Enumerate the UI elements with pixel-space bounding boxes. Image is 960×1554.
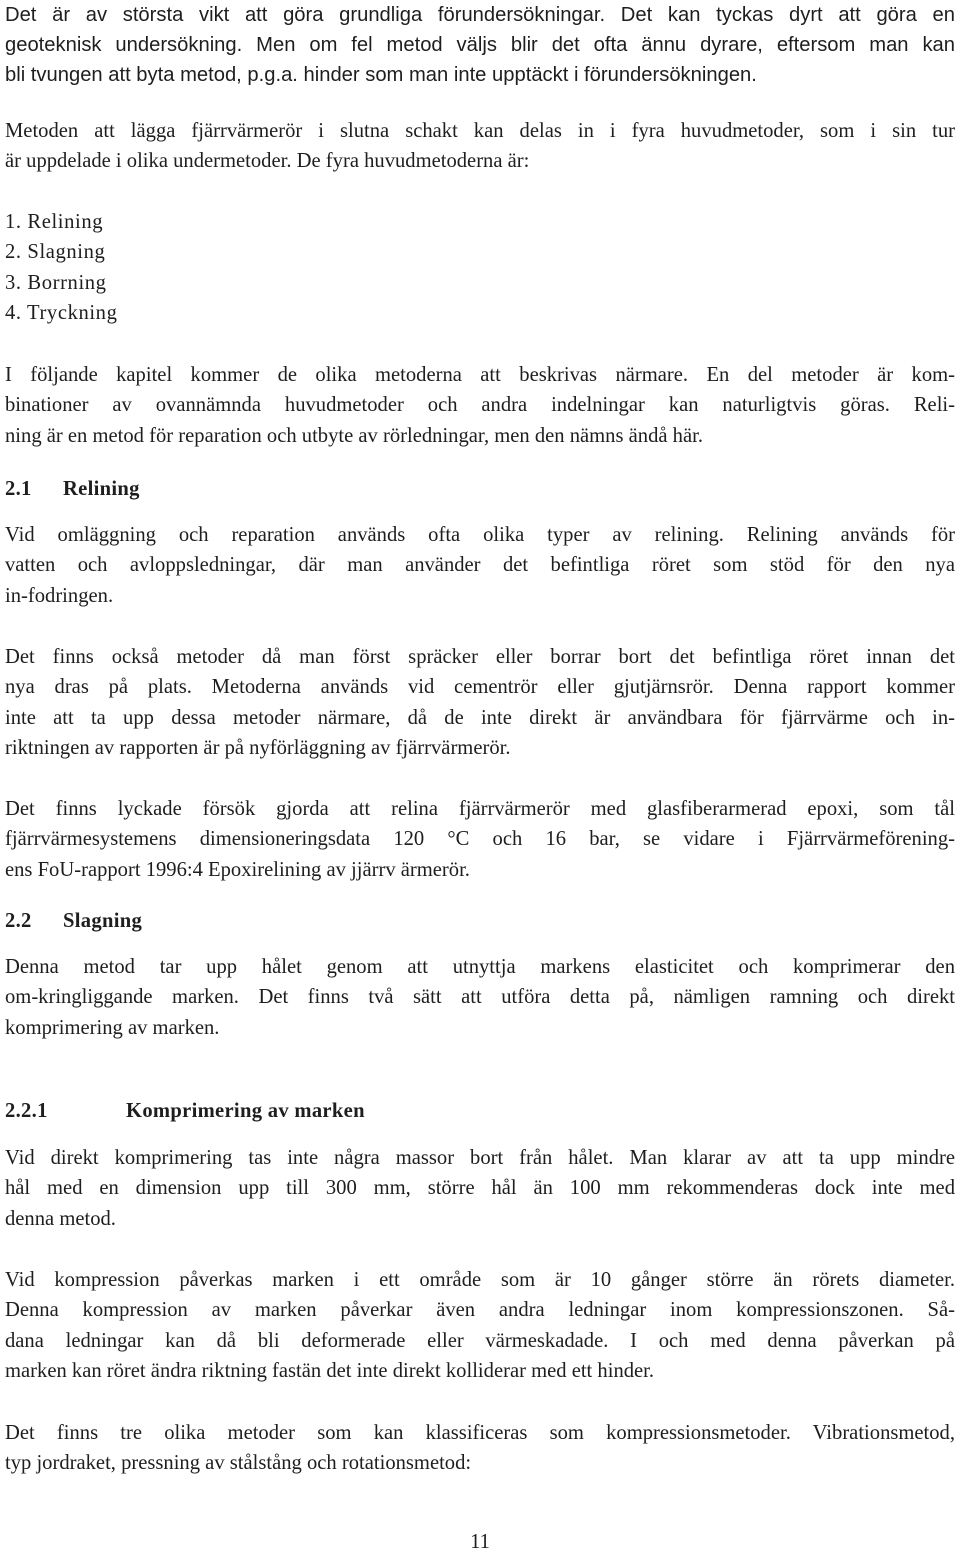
text-line: riktningen av rapporten är på nyförläggning av fjärrvärmerör.: [5, 737, 511, 760]
section-title: Komprimering av marken: [126, 1100, 365, 1122]
section-heading-2-2: [5, 910, 142, 933]
text-line: om-kringliggande marken. Det finns två sätt att utföra detta på, nämligen ramning och direkt: [5, 986, 955, 1009]
list-item: 2. Slagning: [5, 241, 106, 264]
paragraph-compression-effects: [5, 1265, 955, 1387]
text-line: vatten och avloppsledningar, där man använder det befintliga röret som stöd för den nya: [5, 554, 955, 577]
paragraph-slagning: [5, 952, 955, 1043]
text-line: marken kan röret ändra riktning fastän det inte direkt kolliderar med ett hinder.: [5, 1360, 655, 1383]
text-line: fjärrvärmesystemens dimensioneringsdata 120 °C och 16 bar, se vidare i Fjärrvärmeförening-: [5, 828, 955, 851]
text-line: dana ledningar kan då bli deformerade eller värmeskadade. I och med denna påverkan på: [5, 1329, 955, 1352]
text-line: komprimering av marken.: [5, 1016, 220, 1039]
text-line: Metoden att lägga fjärrvärmerör i slutna schakt kan delas in i fyra huvudmetoder, som i sin tur: [5, 120, 955, 142]
text-line: Det finns också metoder då man först spräcker eller borrar bort det befintliga röret innan det: [5, 646, 955, 668]
text-line: Denna kompression av marken påverkar även andra ledningar inom kompressionszonen. Så-: [5, 1299, 955, 1322]
paragraph-compression-methods: [5, 1418, 955, 1479]
text-line: Vid direkt komprimering tas inte några massor bort från hålet. Man klarar av att ta upp mindre: [5, 1147, 955, 1169]
text-line: Det är av största vikt att göra grundliga förundersökningar. Det kan tyckas dyrt att göra en: [5, 4, 955, 26]
paragraph-burst-methods: [5, 642, 955, 764]
paragraph-epoxy-relining: [5, 794, 955, 885]
text-line: Det finns lyckade försök gjorda att relina fjärrvärmerör med glasfiberarmerad epoxi, som tål: [5, 798, 955, 820]
list-item: 4. Tryckning: [5, 302, 118, 325]
paragraph-intro: [5, 0, 955, 91]
method-list: [5, 207, 117, 329]
text-line: ning är en metod för reparation och utbyte av rörledningar, men den nämns ändå här.: [5, 424, 703, 447]
text-line: in-fodringen.: [5, 584, 114, 607]
section-title: Relining: [63, 478, 140, 500]
list-item: 3. Borrning: [5, 271, 107, 294]
text-line: I följande kapitel kommer de olika metoderna att beskrivas närmare. En del metoder är kom-: [5, 364, 955, 386]
text-line: typ jordraket, pressning av stålstång och rotationsmetod:: [5, 1452, 472, 1475]
section-number: 2.2.1: [5, 1100, 48, 1122]
text-line: binationer av ovannämnda huvudmetoder och andra indelningar kan naturligtvis göras. Reli-: [5, 394, 955, 417]
text-line: denna metod.: [5, 1207, 116, 1230]
section-heading-2-1: [5, 478, 140, 501]
text-line: ens FoU-rapport 1996:4 Epoxirelining av jjärrv ärmerör.: [5, 858, 470, 881]
text-line: är uppdelade i olika undermetoder. De fyra huvudmetoderna är:: [5, 150, 530, 173]
text-line: geoteknisk undersökning. Men om fel metod väljs blir det ofta ännu dyrare, eftersom man kan: [5, 34, 955, 57]
page-number: 11: [470, 1531, 490, 1553]
list-item: 1. Relining: [5, 211, 104, 233]
text-line: Det finns tre olika metoder som kan klassificeras som kompressionsmetoder. Vibrationsmetod,: [5, 1422, 955, 1444]
text-line: Vid omläggning och reparation används ofta olika typer av relining. Relining används för: [5, 524, 955, 546]
text-line: Denna metod tar upp hålet genom att utnyttja markens elasticitet och komprimerar den: [5, 956, 955, 978]
section-heading-2-2-1: [5, 1100, 365, 1123]
paragraph-chapter-overview: [5, 360, 955, 451]
text-line: hål med en dimension upp till 300 mm, större hål än 100 mm rekommenderas dock inte med: [5, 1177, 955, 1200]
text-line: Vid kompression påverkas marken i ett område som är 10 gånger större än rörets diameter.: [5, 1269, 955, 1291]
text-line: nya dras på plats. Metoderna används vid cementrör eller gjutjärnsrör. Denna rapport kommer: [5, 676, 955, 699]
paragraph-direct-compression: [5, 1143, 955, 1234]
paragraph-methods-intro: [5, 116, 955, 177]
section-title: Slagning: [63, 910, 143, 932]
paragraph-relining: [5, 520, 955, 611]
text-line: inte att ta upp dessa metoder närmare, då de inte direkt är användbara för fjärrvärme och in-: [5, 706, 955, 729]
section-number: 2.2: [5, 910, 32, 932]
text-line: bli tvungen att byta metod, p.g.a. hinder som man inte upptäckt i förundersökningen.: [5, 64, 757, 87]
section-number: 2.1: [5, 478, 32, 500]
